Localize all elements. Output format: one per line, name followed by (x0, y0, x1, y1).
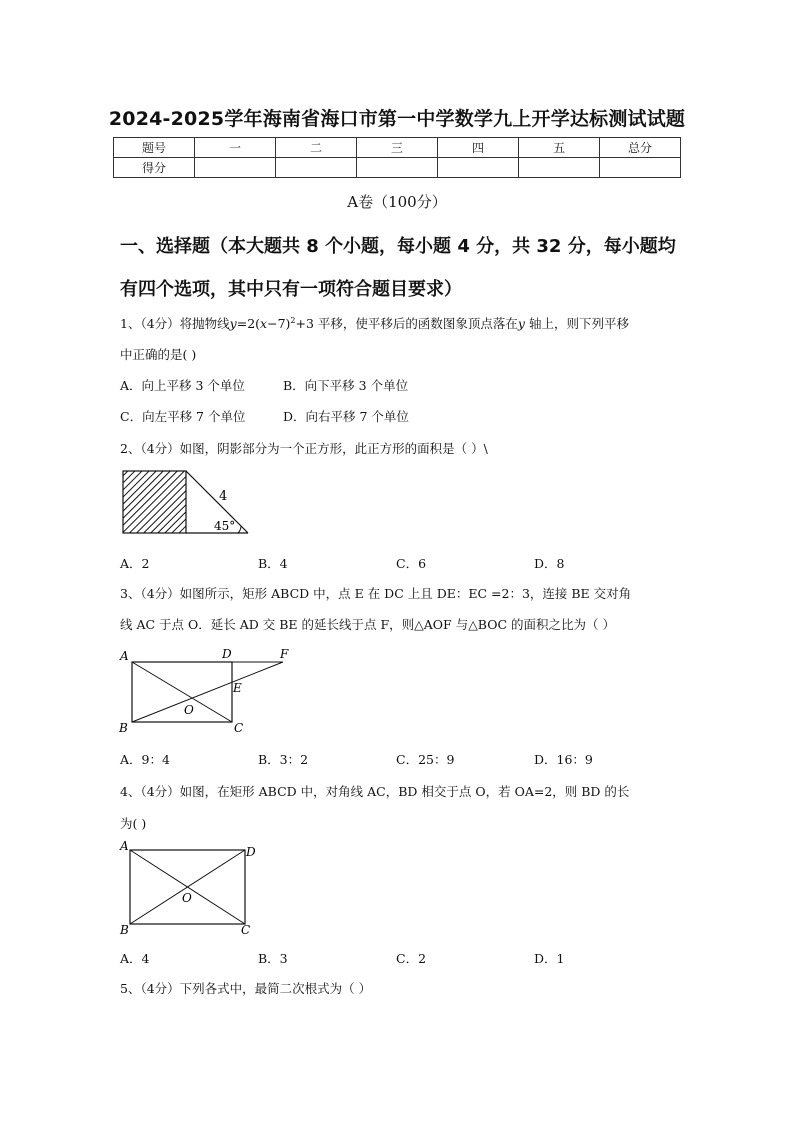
q2-option-b[interactable]: B．4 (258, 556, 288, 571)
score-cell[interactable] (600, 158, 681, 178)
q1-suffix: 轴上，则下列平移 (524, 316, 629, 331)
q1-formula-tail: −7) (267, 316, 291, 331)
side-label-4: 4 (219, 489, 228, 504)
q2-option-a[interactable]: A．2 (120, 556, 150, 571)
q3-option-a[interactable]: A．9：4 (120, 752, 170, 767)
part-heading-line2: 有四个选项，其中只有一项符合题目要求） (120, 279, 462, 300)
angle-label-45: 45° (214, 519, 236, 533)
question-4-line1: 4、（4分）如图，在矩形 ABCD 中，对角线 AC，BD 相交于点 O，若 OA=2，则 BD 的长 (120, 784, 630, 799)
q1-axis-var: y (517, 316, 525, 331)
label-c: C (241, 923, 251, 937)
label-c: C (234, 721, 244, 735)
question-5-text: 5、（4分）下列各式中，最简二次根式为（ ） (120, 981, 372, 996)
label-a: A (120, 839, 129, 853)
q1-exponent: 2 (290, 315, 296, 325)
q4-option-a[interactable]: A．4 (120, 951, 150, 966)
q1-option-b[interactable]: B．向下平移 3 个单位 (283, 378, 409, 393)
label-b: B (119, 721, 128, 735)
label-e: E (233, 681, 242, 695)
question-1-line2: 中正确的是( ) (120, 347, 197, 362)
diagonal-ac (132, 662, 232, 722)
row-label: 得分 (114, 158, 195, 178)
label-d: D (246, 845, 256, 859)
q4-figure (115, 838, 265, 940)
q3-option-b[interactable]: B．3：2 (258, 752, 309, 767)
label-d: D (222, 647, 232, 661)
score-cell[interactable] (357, 158, 438, 178)
header-cell: 五 (519, 138, 600, 158)
q1-formula-end: +3 平移，使平移后的函数图象顶点落在 (295, 316, 518, 331)
label-a: A (120, 649, 129, 663)
q1-var-y: y (229, 316, 237, 331)
q1-option-a[interactable]: A．向上平移 3 个单位 (120, 378, 245, 393)
angle-arc (238, 526, 241, 533)
part-heading-line1: 一、选择题（本大题共 8 个小题，每小题 4 分，共 32 分，每小题均 (120, 236, 676, 257)
q1-option-d[interactable]: D．向右平移 7 个单位 (283, 409, 409, 424)
score-table-header-row (114, 138, 681, 158)
label-o: O (182, 891, 192, 905)
q3-figure (115, 644, 295, 736)
label-b: B (120, 923, 129, 937)
q4-option-c[interactable]: C．2 (396, 951, 427, 966)
label-f: F (280, 647, 289, 661)
q3-option-c[interactable]: C．25：9 (396, 752, 455, 767)
score-cell[interactable] (195, 158, 276, 178)
question-2-text: 2、（4分）如图，阴影部分为一个正方形，此正方形的面积是（ ）\ (120, 441, 488, 456)
score-cell[interactable] (276, 158, 357, 178)
header-cell: 四 (438, 138, 519, 158)
segment-bf (132, 662, 283, 722)
q1-var-x: x (260, 316, 268, 331)
q2-option-d[interactable]: D．8 (534, 556, 565, 571)
q4-option-d[interactable]: D．1 (534, 951, 565, 966)
question-1-line1 (120, 314, 629, 332)
score-cell[interactable] (519, 158, 600, 178)
score-cell[interactable] (438, 158, 519, 178)
score-table (113, 137, 681, 178)
score-table-score-row (114, 158, 681, 178)
header-cell: 一 (195, 138, 276, 158)
label-o: O (184, 703, 194, 717)
q4-option-b[interactable]: B．3 (258, 951, 288, 966)
document-title: 2024-2025学年海南省海口市第一中学数学九上开学达标测试试题 (108, 108, 686, 130)
q1-option-c[interactable]: C．向左平移 7 个单位 (120, 409, 246, 424)
question-4-line2: 为( ) (120, 816, 147, 831)
header-cell: 三 (357, 138, 438, 158)
question-3-line2: 线 AC 于点 O．延长 AD 交 BE 的延长线于点 F，则△AOF 与△BOC 的面积之比为（ ） (120, 617, 615, 632)
q2-figure (118, 466, 258, 538)
header-cell: 总分 (600, 138, 681, 158)
header-cell: 题号 (114, 138, 195, 158)
q1-formula-mid: =2( (236, 316, 261, 331)
shaded-square (123, 471, 186, 533)
header-cell: 二 (276, 138, 357, 158)
q3-option-d[interactable]: D．16：9 (534, 752, 593, 767)
question-3-line1: 3、（4分）如图所示，矩形 ABCD 中，点 E 在 DC 上且 DE：EC =2：3，连接 BE 交对角 (120, 586, 632, 601)
q1-prefix: 1、（4分）将抛物线 (120, 316, 230, 331)
q2-option-c[interactable]: C．6 (396, 556, 427, 571)
section-heading: A卷（100分） (347, 193, 447, 211)
